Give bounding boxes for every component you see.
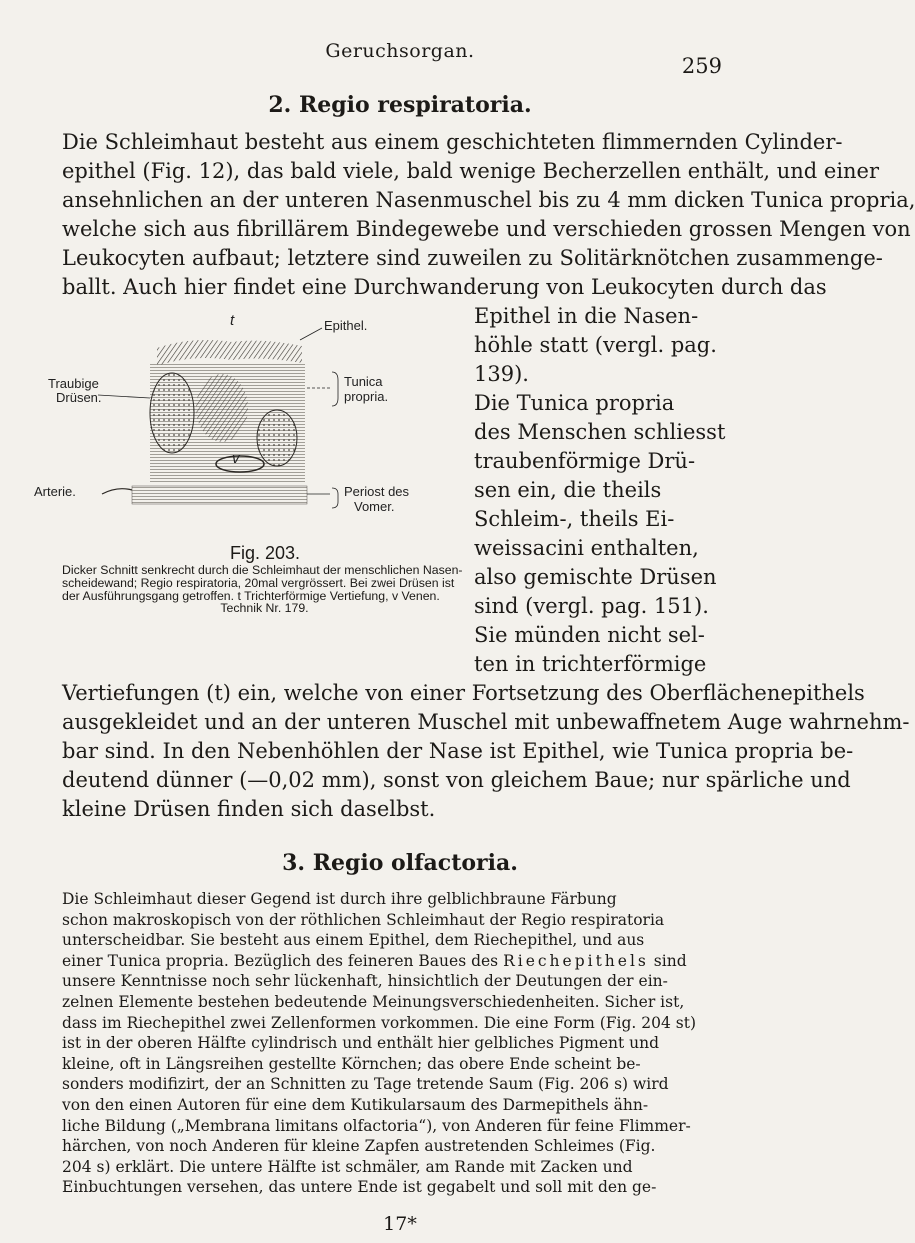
figure-203: [34, 312, 462, 536]
text-line: zelnen Elemente bestehen bedeutende Meinungsverschiedenheiten. Sicher ist,: [62, 993, 685, 1011]
running-title: Geruchsorgan.: [325, 40, 475, 62]
gland-cluster: [257, 410, 297, 466]
pointer-line: [98, 395, 150, 398]
caption-line: der Ausführungsgang getroffen. t Trichterförmige Vertiefung, v Venen.: [62, 589, 440, 603]
text-line: höhle statt (vergl. pag.: [474, 333, 717, 357]
label-arterie: Arterie.: [34, 484, 76, 499]
text-line: schon makroskopisch von der röthlichen Schleimhaut der Regio respiratoria: [62, 910, 665, 929]
artery-shape: [102, 489, 132, 494]
text-line: kleine Drüsen finden sich daselbst.: [62, 797, 436, 821]
label-druesen: Drüsen.: [56, 390, 102, 405]
label-t: t: [230, 312, 235, 329]
label-tunica: Tunica: [344, 374, 383, 389]
spaced-term: Riechepithels: [503, 951, 649, 970]
text-line: liche Bildung („Membrana limitans olfactoria“), von Anderen für feine Flimmer-: [62, 1116, 691, 1135]
text-line: dass im Riechepithel zwei Zellenformen vorkommen. Die eine Form (Fig. 204 st): [62, 1013, 697, 1032]
gland-cluster: [196, 374, 248, 442]
section-3-title: 3. Regio olfactoria.: [282, 850, 518, 876]
text-line: [62, 951, 742, 972]
text-line: sen ein, die theils: [474, 478, 662, 502]
text-line: traubenförmige Drü-: [474, 449, 696, 473]
text-line: unterscheidbar. Sie besteht aus einem Epithel, dem Riechepithel, und aus: [62, 931, 645, 950]
text-line: härchen, von noch Anderen für kleine Zapfen austretenden Schleimes (Fig.: [62, 1137, 656, 1156]
text-line: ausgekleidet und an der unteren Muschel mit unbewaffnetem Auge wahrnehm-: [62, 710, 910, 734]
text-line: ansehnlichen an der unteren Nasenmuschel bis zu 4 mm dicken Tunica propria,: [62, 188, 915, 212]
text-line: ballt. Auch hier findet eine Durchwanderung von Leukocyten durch das: [62, 275, 827, 299]
section-2-title: 2. Regio respiratoria.: [268, 92, 532, 118]
page-number: 259: [681, 54, 722, 78]
epithelium-band: [157, 340, 302, 366]
label-propria: propria.: [344, 389, 389, 404]
label-traubige: Traubige: [48, 376, 99, 391]
text-line: Epithel in die Nasen-: [474, 304, 699, 328]
text-line: 139).: [474, 362, 529, 386]
caption-line: Technik Nr. 179.: [220, 601, 309, 615]
text-line: Sie münden nicht sel-: [474, 623, 705, 647]
bracket: [332, 372, 338, 406]
text-line: weissacini enthalten,: [474, 536, 699, 560]
text-line: bar sind. In den Nebenhöhlen der Nase ist Epithel, wie Tunica propria be-: [62, 739, 854, 763]
text-line: sind (vergl. pag. 151).: [474, 594, 709, 618]
histology-illustration: [62, 318, 462, 536]
text-line: 204 s) erklärt. Die untere Hälfte ist schmäler, am Rande mit Zacken und: [62, 1157, 633, 1176]
label-epithel: Epithel.: [324, 318, 368, 333]
text-line: also gemischte Drüsen: [474, 565, 717, 589]
text-line: sonders modifizirt, der an Schnitten zu Tage tretende Saum (Fig. 206 s) wird: [62, 1075, 669, 1094]
text-line: Vertiefungen (t) ein, welche von einer Fortsetzung des Oberflächenepithels: [62, 681, 865, 705]
text-line: kleine, oft in Längsreihen gestellte Körnchen; das obere Ende scheint be-: [62, 1054, 641, 1073]
periosteum-layer: [132, 486, 307, 504]
label-periost: Periost des: [344, 484, 410, 499]
bracket: [332, 488, 338, 508]
text-line: unsere Kenntnisse noch sehr lückenhaft, hinsichtlich der Deutungen der ein-: [62, 972, 668, 991]
text-line: des Menschen schliesst: [474, 420, 726, 444]
text-line: Einbuchtungen versehen, das untere Ende ist gegabelt und soll mit den ge-: [62, 1178, 657, 1197]
text-line: deutend dünner (—0,02 mm), sonst von gleichem Baue; nur spärliche und: [62, 768, 851, 792]
figure-number: Fig. 203.: [229, 543, 301, 563]
caption-line: Dicker Schnitt senkrecht durch die Schleimhaut der menschlichen Nasen-: [62, 563, 463, 577]
text-line: Die Tunica propria: [474, 391, 675, 415]
caption-line: scheidewand; Regio respiratoria, 20mal vergrössert. Bei zwei Drüsen ist: [62, 576, 455, 590]
signature-mark: 17*: [383, 1213, 417, 1235]
text-line: ist in der oberen Hälfte cylindrisch und enthält hier gelbliches Pigment und: [62, 1034, 660, 1053]
text-line: ten in trichterförmige: [474, 652, 707, 676]
text-line: Die Schleimhaut dieser Gegend ist durch ihre gelblichbraune Färbung: [62, 890, 617, 908]
text-line: Schleim-, theils Ei-: [474, 507, 675, 531]
text-line: epithel (Fig. 12), das bald viele, bald wenige Becherzellen enthält, und einer: [62, 159, 880, 183]
text-fragment: sind: [648, 951, 687, 970]
gland-cluster: [150, 373, 194, 453]
text-line: Die Schleimhaut besteht aus einem geschichteten flimmernden Cylinder-: [62, 130, 843, 154]
label-v: v: [232, 450, 240, 467]
text-line: von den einen Autoren für eine dem Kutikularsaum des Darmepithels ähn-: [62, 1096, 649, 1114]
pointer-line: [300, 328, 322, 340]
text-line: welche sich aus fibrillärem Bindegewebe und verschieden grossen Mengen von: [62, 217, 911, 241]
text-fragment: einer Tunica propria. Bezüglich des feineren Baues des: [62, 951, 504, 970]
label-vomer: Vomer.: [354, 499, 395, 514]
text-line: Leukocyten aufbaut; letztere sind zuweilen zu Solitärknötchen zusammenge-: [62, 246, 883, 270]
